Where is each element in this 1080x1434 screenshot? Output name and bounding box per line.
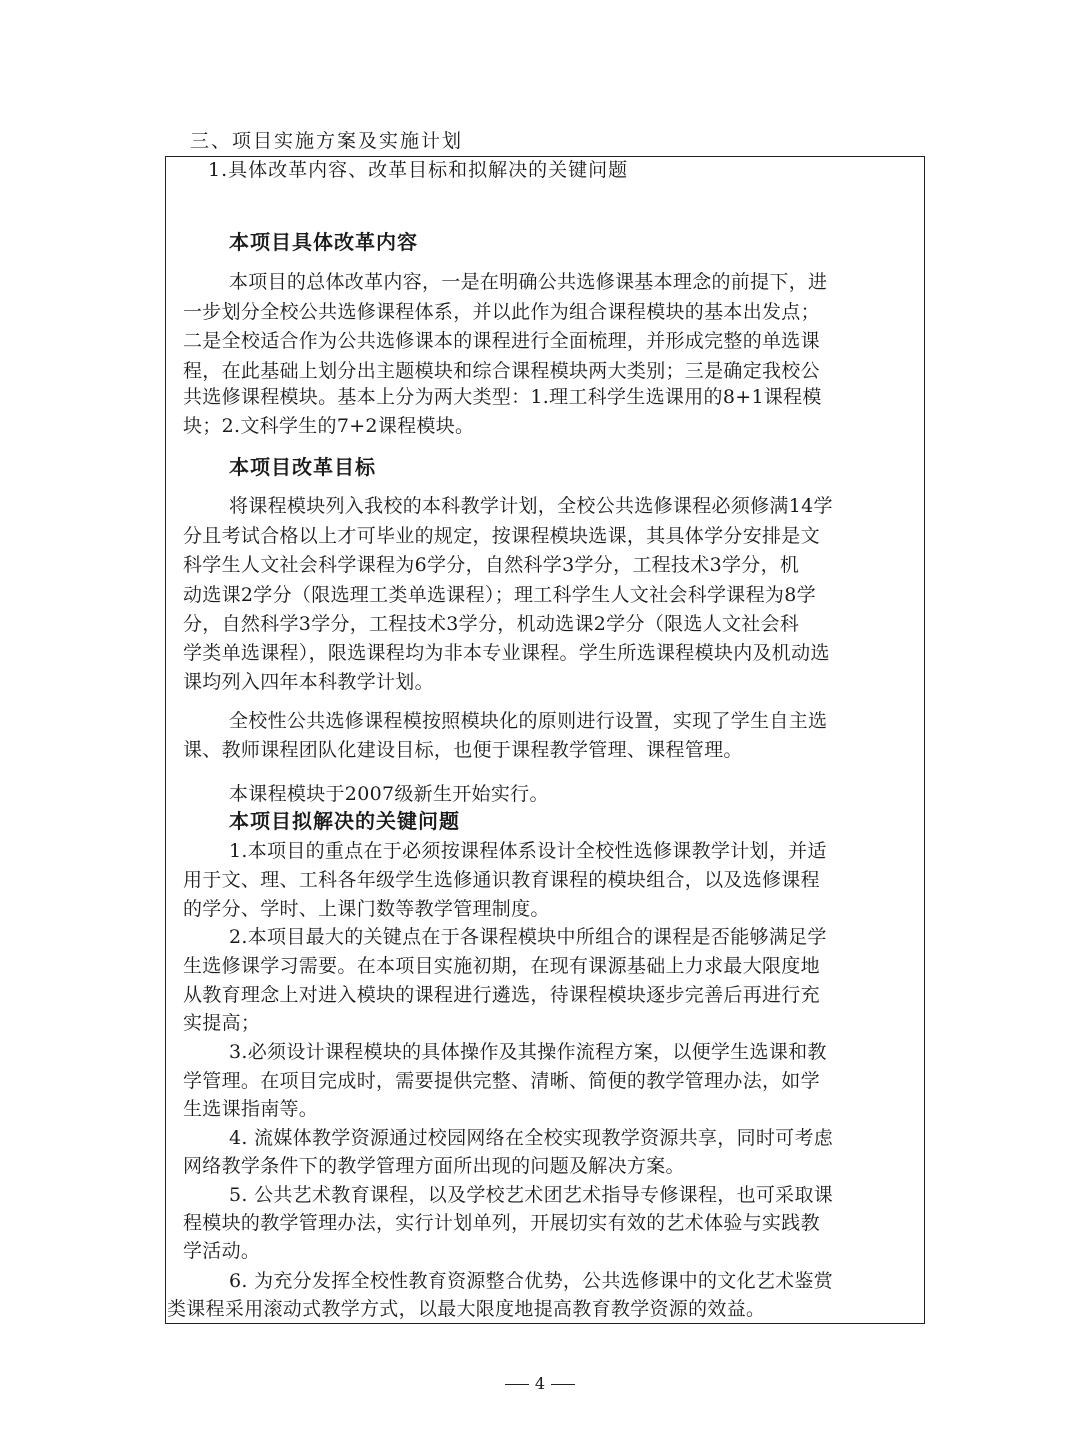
goals-line: 本课程模块于2007级新生开始实行。: [229, 783, 549, 805]
content-heading: 本项目具体改革内容: [229, 230, 418, 254]
issue-line: 生选课指南等。: [183, 1098, 319, 1120]
issue-line: 类课程采用滚动式教学方式，以最大限度地提高教育教学资源的效益。: [167, 1298, 766, 1320]
goals-line: 动选课2学分（限选理工类单选课程）；理工科学生人文社会科学课程为8学: [183, 584, 816, 606]
right-dash: [551, 1384, 575, 1385]
goals-line: 课均列入四年本科教学计划。: [183, 671, 434, 693]
content-line: 本项目的总体改革内容，一是在明确公共选修课基本理念的前提下，进: [229, 271, 828, 293]
content-line: 共选修课程模块。基本上分为两大类型：1.理工科学生选课用的8+1课程模: [183, 386, 822, 408]
issue-line: 4. 流媒体教学资源通过校园网络在全校实现教学资源共享，同时可考虑: [229, 1127, 834, 1149]
goals-line: 分，自然科学3学分，工程技术3学分，机动选课2学分（限选人文社会科: [183, 613, 800, 635]
issue-line: 1.本项目的重点在于必须按课程体系设计全校性选修课教学计划，并适: [229, 840, 827, 862]
content-line: 二是全校适合作为公共选修课本的课程进行全面梳理，并形成完整的单选课: [183, 330, 820, 352]
goals-line: 学类单选课程），限选课程均为非本专业课程。学生所选课程模块内及机动选: [183, 642, 830, 664]
section-title: 三、项目实施方案及实施计划: [190, 130, 464, 152]
issue-line: 的学分、学时、上课门数等教学管理制度。: [183, 898, 550, 920]
left-dash: [505, 1384, 529, 1385]
content-line: 程，在此基础上划分出主题模块和综合课程模块两大类别；三是确定我校公: [183, 360, 820, 382]
goals-line: 将课程模块列入我校的本科教学计划，全校公共选修课程必须修满14学: [229, 495, 833, 517]
issue-line: 6. 为充分发挥全校性教育资源整合优势，公共选修课中的文化艺术鉴赏: [229, 1270, 834, 1292]
issue-line: 从教育理念上对进入模块的课程进行遴选，待课程模块逐步完善后再进行充: [183, 984, 820, 1006]
issue-line: 2.本项目最大的关键点在于各课程模块中所组合的课程是否能够满足学: [229, 926, 827, 948]
goals-line: 课、教师课程团队化建设目标，也便于课程教学管理、课程管理。: [183, 739, 743, 761]
content-line: 一步划分全校公共选修课程体系，并以此作为组合课程模块的基本出发点；: [183, 301, 820, 323]
issue-line: 用于文、理、工科各年级学生选修通识教育课程的模块组合，以及选修课程: [183, 869, 820, 891]
issue-line: 网络教学条件下的教学管理方面所出现的问题及解决方案。: [183, 1155, 685, 1177]
box-subtitle: 1.具体改革内容、改革目标和拟解决的关键问题: [208, 159, 629, 181]
goals-line: 分且考试合格以上才可毕业的规定，按课程模块选课，其具体学分安排是文: [183, 525, 820, 547]
page-number: 4: [534, 1374, 546, 1393]
issue-line: 3.必须设计课程模块的具体操作及其操作流程方案，以便学生选课和教: [229, 1041, 827, 1063]
page-footer: [0, 1372, 1080, 1396]
goals-line: 科学生人文社会科学课程为6学分，自然科学3学分，工程技术3学分，机: [183, 554, 800, 576]
content-line: 块；2.文科学生的7+2课程模块。: [183, 415, 475, 437]
issue-line: 学活动。: [183, 1240, 261, 1262]
goals-line: 全校性公共选修课程模按照模块化的原则进行设置，实现了学生自主选: [229, 710, 828, 732]
issue-line: 实提高；: [183, 1012, 261, 1034]
goals-heading: 本项目改革目标: [229, 455, 376, 479]
issue-line: 5. 公共艺术教育课程，以及学校艺术团艺术指导专修课程，也可采取课: [229, 1184, 834, 1206]
issues-heading: 本项目拟解决的关键问题: [229, 809, 460, 833]
issue-line: 生选修课学习需要。在本项目实施初期，在现有课源基础上力求最大限度地: [183, 955, 820, 977]
issue-line: 学管理。在项目完成时，需要提供完整、清晰、简便的教学管理办法，如学: [183, 1070, 820, 1092]
issue-line: 程模块的教学管理办法，实行计划单列，开展切实有效的艺术体验与实践教: [183, 1212, 820, 1234]
